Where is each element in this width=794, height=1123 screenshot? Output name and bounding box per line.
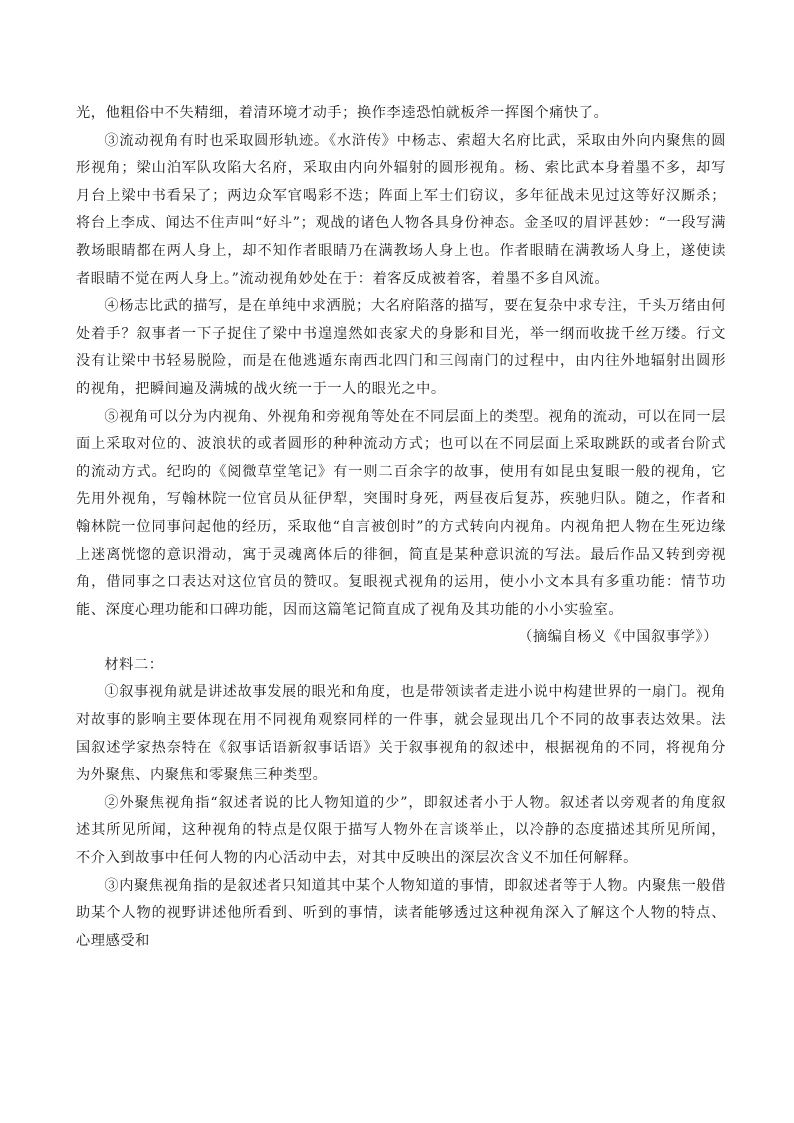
source-citation: （摘编自杨义《中国叙事学》） bbox=[518, 629, 718, 646]
paragraph-4: ④杨志比武的描写，是在单纯中求洒脱；大名府陷落的描写，要在复杂中求专注，千头万绪由何处着手？叙事者一下子捉住了梁中书遑遑然如丧家犬的身影和目光，举一纲而收拢千丝万缕。行文没有让梁中书轻易脱险，而是在他逃遁东南西北四门和三闯南门的过程中，由内往外地辐射出圆形的视角，把瞬间遍及满城的战火统一于一人的眼光之中。 bbox=[76, 298, 726, 397]
material2-paragraph-1: ①叙事视角就是讲述故事发展的眼光和角度，也是带领读者走进小说中构建世界的一扇门。视角对故事的影响主要体现在用不同视角观察同样的一件事，就会显现出几个不同的故事表达效果。法国叙述学家热奈特在《叙事话语新叙事话语》关于叙事视角的叙述中，根据视角的不同，将视角分为外聚焦、内聚焦和零聚焦三种类型。 bbox=[76, 684, 726, 784]
material2-paragraph-2: ②外聚焦视角指“叙述者说的比人物知道的少”，即叙述者小于人物。叙述者以旁观者的角度叙述其所见所闻，这种视角的特点是仅限于描写人物外在言谈举止，以冷静的态度描述其所见所闻，不介入到故事中任何人物的内心活动中去，对其中反映出的深层次含义不加任何解释。 bbox=[76, 794, 726, 867]
material2-paragraph-3: ③内聚焦视角指的是叙述者只知道其中某个人物知道的事情，即叙述者等于人物。内聚焦一般借助某个人物的视野讲述他所看到、听到的事情，读者能够透过这种视角深入了解这个人物的特点、心理感受和 bbox=[76, 877, 726, 949]
section-label: 材料二： bbox=[104, 656, 164, 673]
document-body bbox=[76, 100, 726, 955]
paragraph-continuation: 光，他粗俗中不失精细，着清环境才动手；换作李逵恐怕就板斧一挥图个痛快了。 bbox=[76, 105, 609, 121]
paragraph-3: ③流动视角有时也采取圆形轨迹。《水浒传》中杨志、索超大名府比武，采取由外向内聚焦的圆形视角；梁山泊军队攻陷大名府，采取由内向外辐射的圆形视角。杨、索比武本身着墨不多，却写月台上梁中书看呆了；两边众军官喝彩不迭；阵面上军士们窃议，多年征战未见过这等好汉厮杀；将台上李成、闻达不住声叫“好斗”；观战的诸色人物各具身份神态。金圣叹的眉评甚妙：“一段写满教场眼睛都在两人身上，却不知作者眼睛乃在满教场人身上也。作者眼睛在满教场人身上，遂使读者眼睛不觉在两人身上。”流动视角妙处在于：着客反成被着客，着墨不多自风流。 bbox=[76, 132, 726, 287]
paragraph-5: ⑤视角可以分为内视角、外视角和旁视角等处在不同层面上的类型。视角的流动，可以在同一层面上采取对位的、波浪状的或者圆形的种种流动方式；也可以在不同层面上采取跳跃的或者台阶式的流动方式。纪昀的《阅微草堂笔记》有一则二百余字的故事，使用有如昆虫复眼一般的视角，它先用外视角，写翰林院一位官员从征伊犁，突围时身死，两昼夜后复苏，疾驰归队。随之，作者和翰林院一位同事问起他的经历，采取他“自言被创时”的方式转向内视角。内视角把人物在生死边缘上迷离恍惚的意识滑动，寓于灵魂离体后的徘徊，简直是某种意识流的写法。最后作品又转到旁视角，借同事之口表达对这位官员的赞叹。复眼视式视角的运用，使小小文本具有多重功能：情节功能、深度心理功能和口碑功能，因而这篇笔记简直成了视角及其功能的小小实验室。 bbox=[76, 408, 726, 618]
